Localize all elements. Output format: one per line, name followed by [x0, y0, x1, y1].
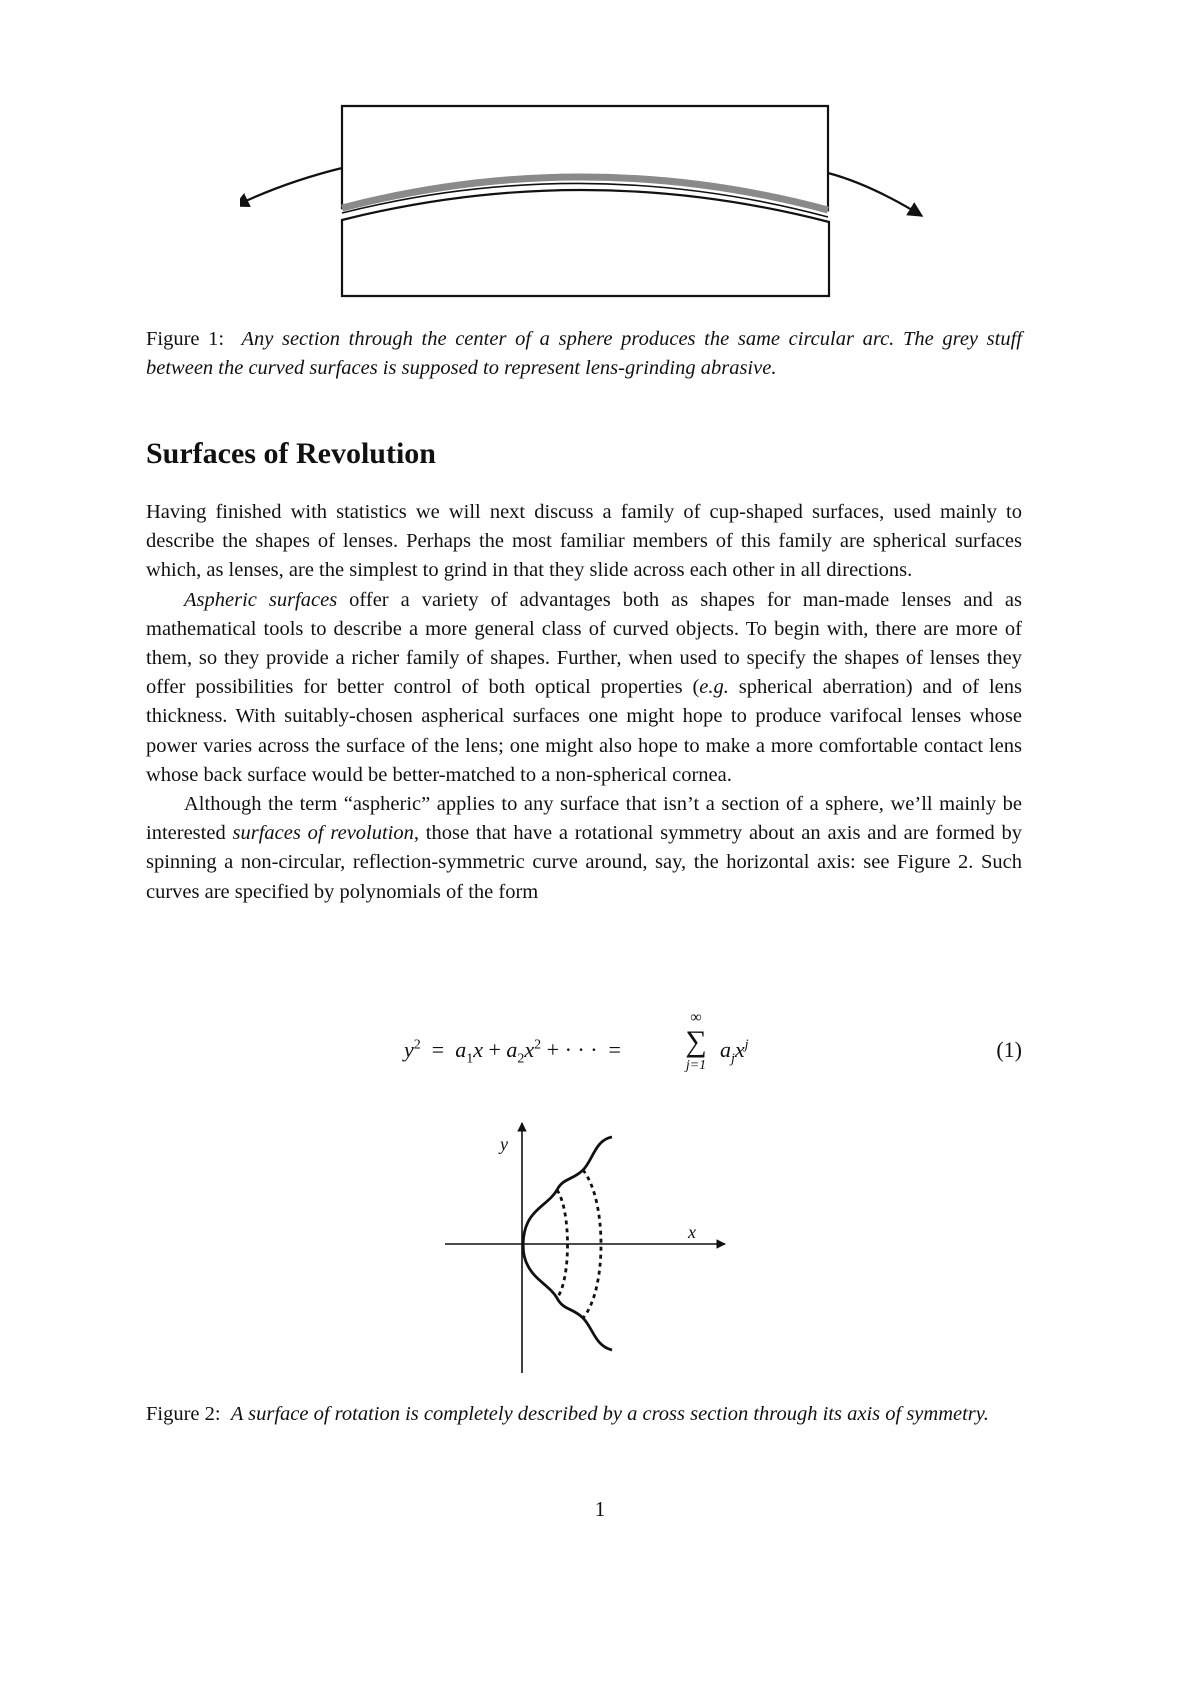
- eq-term2-exp: 2: [534, 1037, 542, 1053]
- right-rotation-arrow: [828, 173, 922, 216]
- eq-term1-var: x: [473, 1037, 483, 1062]
- x-axis-label: x: [688, 1222, 696, 1242]
- figure-1-caption: [146, 325, 1022, 383]
- summand-coef: a: [720, 1037, 731, 1062]
- body-text: [146, 498, 1022, 907]
- surfaces-of-revolution-term: surfaces of revolution: [232, 822, 414, 845]
- summand-exp: j: [744, 1037, 749, 1053]
- eq-term2-var: x: [524, 1037, 535, 1062]
- paragraph-1: Having finished with statistics we will next discuss a family of cup-shaped surfaces, used mainly to describe the shapes of lenses. Perhaps the most familiar members of this family are spherical surfaces which, as lenses, are the simplest to grind in that they slide across each other in all directions.: [146, 501, 1022, 582]
- eq-equals-2: =: [608, 1037, 621, 1062]
- summand-sub: j: [731, 1051, 735, 1067]
- sum-upper-limit: ∞: [690, 1009, 702, 1026]
- paragraph-2-part-a: offer a variety of advantages both as shapes for man-made lenses and as mathematical tools to describe a more general class of curved objects. To begin with, there are more of them, so they provide a richer family of shapes. Further, when used to specify the shapes of lenses they offer possibilities for better control of both optical properties (: [146, 588, 1022, 699]
- sum-symbol: ∑: [685, 1025, 707, 1058]
- summand-var: x: [734, 1037, 745, 1062]
- paragraph-3: [146, 790, 1022, 907]
- figure-2-label: Figure 2:: [146, 1403, 221, 1425]
- summation: [676, 1010, 716, 1074]
- figure-1-label: Figure 1:: [146, 328, 225, 350]
- eq-lhs-exp: 2: [413, 1037, 421, 1053]
- equation-body: [404, 1037, 621, 1067]
- eq-equals-1: =: [431, 1037, 445, 1062]
- eq-lhs: y: [404, 1037, 414, 1062]
- page-number: 1: [594, 1497, 606, 1521]
- summand: [720, 1037, 749, 1067]
- y-axis-label: y: [500, 1134, 508, 1154]
- equation-1: [146, 1010, 1022, 1090]
- lower-lens-block: [342, 190, 829, 296]
- section-title: Surfaces of Revolution: [146, 437, 436, 470]
- eg-abbrev: e.g.: [699, 676, 729, 699]
- figure-1-diagram: [240, 100, 940, 300]
- eq-dots: · · ·: [564, 1037, 598, 1062]
- paragraph-2-part-b: spherical aberration) and of lens thickness. With suitably-chosen aspherical surfaces one might hope to produce varifocal lenses whose power varies across the surface of the lens; one might also hope to make a more comfortable contact lens whose back surface would be better-matched to a non-spherical cornea.: [146, 676, 1023, 786]
- aspheric-surfaces-term: Aspheric surfaces: [184, 588, 338, 611]
- figure-2-caption-text: A surface of rotation is completely described by a cross section through its axis of symmetry.: [230, 1403, 989, 1425]
- paragraph-3-part-a: Although the term “aspheric” applies to any surface that isn’t a section of a sphere, we’ll mainly be interested: [146, 793, 1022, 845]
- eq-term1-coef: a: [455, 1037, 467, 1062]
- eq-term2-sub: 2: [517, 1051, 525, 1067]
- eq-term2-coef: a: [506, 1037, 518, 1062]
- sum-lower-limit: j=1: [685, 1058, 707, 1073]
- figure-2-caption: [146, 1400, 1022, 1429]
- figure-2-diagram: [435, 1120, 735, 1380]
- eq-plus-2: +: [546, 1037, 560, 1062]
- eq-term1-sub: 1: [466, 1051, 474, 1067]
- figure-1-caption-text: Any section through the center of a sphere produces the same circular arc. The grey stuff between the curved surfaces is supposed to represent lens-grinding abrasive.: [146, 328, 1022, 379]
- paragraph-3-part-b: , those that have a rotational symmetry about an axis and are formed by spinning a non-circular, reflection-symmetric curve around, say, the horizontal axis: see Figure 2. Such curves are specified by polynomials of the form: [146, 822, 1022, 903]
- equation-number: (1): [996, 1037, 1022, 1062]
- paragraph-2: [146, 586, 1022, 790]
- left-rotation-arrow: [240, 168, 342, 206]
- eq-plus-1: +: [488, 1037, 501, 1062]
